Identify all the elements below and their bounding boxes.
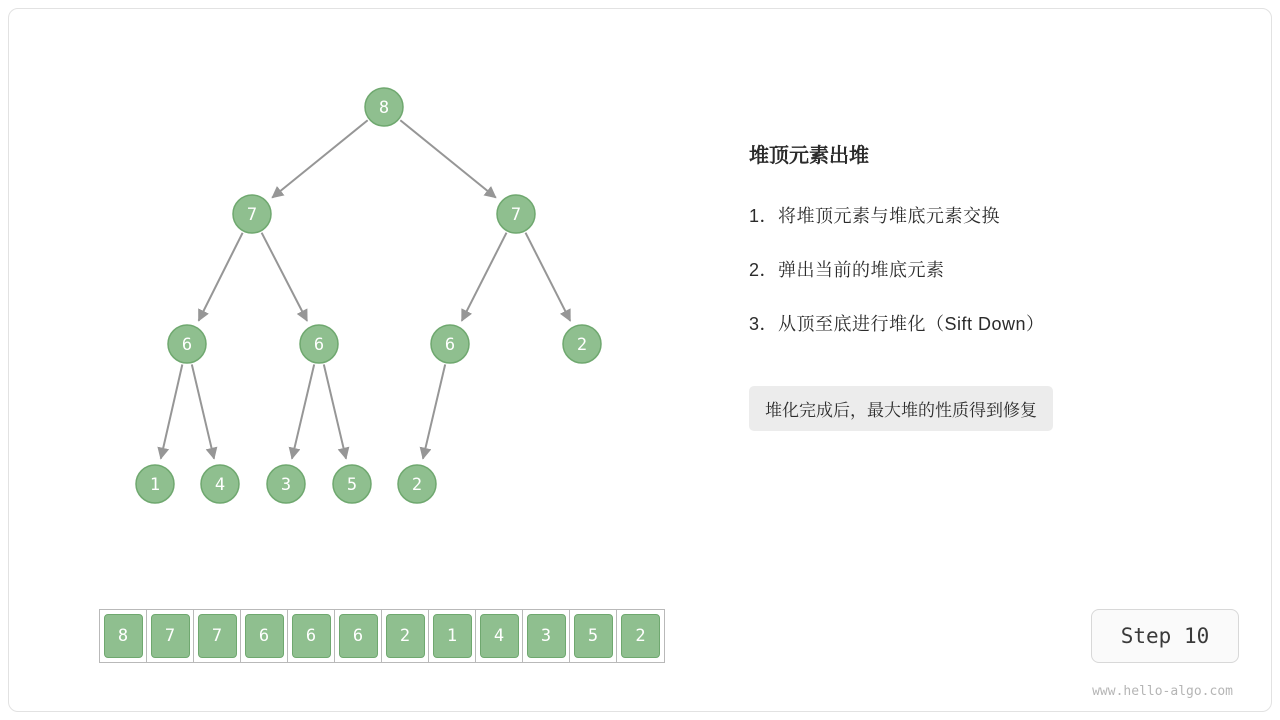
step-item-2: 2．弹出当前的堆底元素	[749, 260, 945, 280]
binary-tree-diagram	[9, 9, 769, 569]
tree-edge	[292, 364, 314, 458]
array-representation	[99, 609, 665, 663]
array-cell-value: 5	[574, 614, 613, 658]
array-cell-value: 6	[339, 614, 378, 658]
tree-node	[497, 195, 535, 233]
tree-edge	[324, 364, 346, 458]
tree-node-label: 7	[246, 205, 258, 225]
tree-node	[233, 195, 271, 233]
tree-edge	[199, 233, 243, 321]
tree-node	[365, 88, 403, 126]
diagram-canvas	[8, 8, 1272, 712]
array-cell	[147, 610, 194, 662]
array-cell-value: 7	[151, 614, 190, 658]
tree-edge	[462, 233, 507, 321]
tree-node	[267, 465, 305, 503]
tree-node-label: 6	[444, 335, 456, 355]
tree-node-label: 8	[378, 98, 390, 118]
tree-node-label: 4	[214, 475, 226, 495]
array-cell	[570, 610, 617, 662]
panel-note: 堆化完成后，最大堆的性质得到修复	[749, 386, 1053, 431]
step-item-1: 1．将堆顶元素与堆底元素交换	[749, 206, 1001, 226]
array-cell	[241, 610, 288, 662]
panel-title: 堆顶元素出堆	[749, 145, 869, 167]
tree-edge	[262, 233, 307, 321]
tree-node	[168, 325, 206, 363]
array-cell	[100, 610, 147, 662]
tree-node-label: 2	[411, 475, 423, 495]
array-cell	[288, 610, 335, 662]
array-cell	[335, 610, 382, 662]
tree-edges	[161, 120, 570, 458]
tree-node	[563, 325, 601, 363]
tree-node-label: 2	[576, 335, 588, 355]
array-cell	[429, 610, 476, 662]
array-cell-value: 7	[198, 614, 237, 658]
array-cell	[523, 610, 570, 662]
tree-edge	[192, 364, 214, 458]
array-cell-value: 3	[527, 614, 566, 658]
array-cell	[617, 610, 664, 662]
array-cell-value: 6	[245, 614, 284, 658]
array-cell-value: 1	[433, 614, 472, 658]
array-cell	[476, 610, 523, 662]
array-cell	[194, 610, 241, 662]
array-cell-value: 2	[386, 614, 425, 658]
tree-node-label: 6	[313, 335, 325, 355]
tree-edge	[423, 364, 445, 458]
tree-node-label: 7	[510, 205, 522, 225]
array-cell-value: 2	[621, 614, 660, 658]
tree-edge	[272, 120, 367, 197]
step-badge: Step 10	[1091, 609, 1239, 663]
step-item-3: 3．从顶至底进行堆化（Sift Down）	[749, 314, 1045, 334]
tree-node	[398, 465, 436, 503]
array-cell-value: 8	[104, 614, 143, 658]
tree-nodes	[136, 88, 601, 503]
tree-node	[136, 465, 174, 503]
tree-node	[431, 325, 469, 363]
tree-edge	[526, 233, 571, 321]
array-cell-value: 6	[292, 614, 331, 658]
explanation-panel	[749, 139, 1229, 431]
tree-node	[300, 325, 338, 363]
tree-node-label: 1	[149, 475, 161, 495]
tree-node	[201, 465, 239, 503]
tree-edge	[400, 120, 495, 197]
tree-node-label: 6	[181, 335, 193, 355]
array-cell	[382, 610, 429, 662]
tree-node-label: 3	[280, 475, 292, 495]
tree-node-label: 5	[346, 475, 358, 495]
watermark: www.hello-algo.com	[1092, 684, 1233, 699]
tree-node	[333, 465, 371, 503]
array-cell-value: 4	[480, 614, 519, 658]
tree-edge	[161, 364, 183, 458]
